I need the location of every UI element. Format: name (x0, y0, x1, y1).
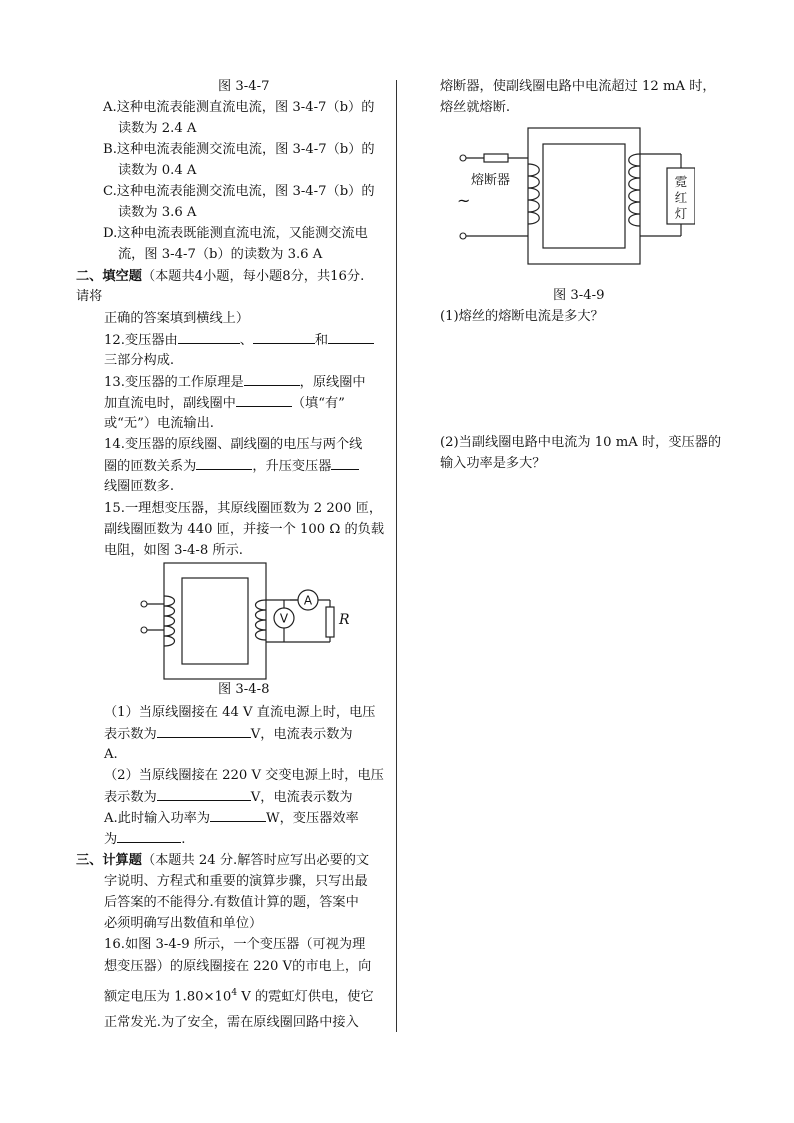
question-15-part2: （2）当原线圈接在 220 V 交变电源上时，电压 (104, 768, 384, 783)
fuse-label: 熔断器 (471, 173, 511, 188)
answer-blank[interactable] (244, 371, 300, 386)
lamp-label-char-2: 红 (674, 190, 688, 205)
option-c-line1: C.这种电流表能测交流电流，图 3-4-7（b）的 (103, 184, 375, 199)
answer-blank[interactable] (117, 828, 181, 843)
question-16-sub1: (1)熔丝的熔断电流是多大？ (440, 309, 604, 324)
answer-blank[interactable] (157, 786, 251, 801)
column-divider (396, 80, 397, 1032)
question-14: 14.变压器的原线圈、副线圈的电压与两个线 (104, 437, 363, 452)
fuse-icon (484, 154, 508, 162)
answer-blank[interactable] (331, 455, 359, 470)
section-2-title: 二、填空题 (76, 269, 142, 284)
answer-blank[interactable] (196, 455, 252, 470)
ac-source-symbol: ~ (457, 191, 471, 210)
terminal-icon (141, 627, 147, 633)
option-d-line1: D.这种电流表既能测直流电流，又能测交流电 (103, 226, 368, 241)
figure-caption-3-4-8: 图 3-4-8 (218, 682, 270, 697)
question-14-line3: 线圈匝数多. (104, 479, 175, 494)
option-a-line1: A.这种电流表能测直流电流，图 3-4-7（b）的 (103, 100, 375, 115)
question-15-part1-line3: A. (104, 747, 118, 762)
section-2-note-line3: 正确的答案填到横线上） (104, 311, 250, 326)
question-12-line2: 三部分构成. (104, 353, 175, 368)
option-d-line2: 流，图 3-4-7（b）的读数为 3.6 A (118, 247, 323, 262)
terminal-icon (460, 233, 466, 239)
question-16-sub2-line2: 输入功率是多大？ (440, 456, 546, 471)
section-3-header (76, 850, 369, 871)
answer-blank[interactable] (328, 329, 374, 344)
section-2-header (76, 266, 364, 287)
answer-blank[interactable] (178, 329, 240, 344)
answer-blank[interactable] (210, 807, 266, 822)
question-15-part2-line2: 表示数为 V，电流表示数为 (104, 786, 353, 808)
question-15-line3: 电阻，如图 3-4-8 所示. (104, 543, 243, 558)
lamp-label-char-3: 灯 (674, 206, 688, 221)
terminal-icon (460, 155, 466, 161)
section-2-note-line2: 请将 (76, 289, 103, 304)
voltmeter-label: V (279, 611, 289, 626)
question-16-line3: 额定电压为 $1.80\times 10^4$ V 的霓虹灯供电，使它 (104, 988, 374, 1005)
option-c-line2: 读数为 3.6 A (118, 205, 197, 220)
question-16-line4: 正常发光.为了安全，需在原线圈回路中接入 (104, 1015, 359, 1030)
question-16-sub2: (2)当副线圈电路中电流为 10 mA 时，变压器的 (440, 435, 722, 450)
question-15-part1-line2: 表示数为 V，电流表示数为 (104, 723, 353, 745)
answer-blank[interactable] (253, 329, 315, 344)
terminal-icon (141, 601, 147, 607)
ammeter-label: A (303, 593, 313, 608)
figure-3-4-9-neon-transformer-circuit (455, 126, 695, 268)
question-15: 15.一理想变压器，其原线圈匝数为 2 200 匝， (104, 501, 383, 516)
question-12: 12.变压器由 、 和 (104, 329, 374, 351)
question-14-line2: 圈的匝数关系为 ，升压变压器 (104, 455, 359, 477)
figure-3-4-8-transformer-circuit (140, 560, 360, 682)
question-15-part2-line3: A.此时输入功率为 W，变压器效率 (104, 807, 359, 829)
lamp-label-char-1: 霓 (674, 174, 688, 189)
section-3-note-line4: 必须明确写出数值和单位） (104, 916, 263, 931)
figure-caption-3-4-7: 图 3-4-7 (218, 79, 270, 94)
option-b-line1: B.这种电流表能测交流电流，图 3-4-7（b）的 (103, 142, 375, 157)
question-15-part2-line4: 为 . (104, 828, 185, 850)
question-13-line3: 或“无”）电流输出. (104, 416, 214, 431)
question-16-continued-line2: 熔丝就熔断. (440, 100, 511, 115)
figure-caption-3-4-9: 图 3-4-9 (553, 288, 605, 303)
question-16: 16.如图 3-4-9 所示，一个变压器（可视为理 (104, 937, 366, 952)
question-16-line2: 想变压器）的原线圈接在 220 V的市电上，向 (104, 959, 372, 974)
section-3-note: （本题共 24 分.解答时应写出必要的文 (141, 853, 370, 868)
answer-blank[interactable] (236, 392, 292, 407)
question-16-continued-line1: 熔断器，使副线圈电路中电流超过 12 mA 时， (440, 79, 716, 94)
question-13-line2: 加直流电时，副线圈中 （填“有” (104, 392, 345, 414)
section-3-note-line3: 后答案的不能得分.有数值计算的题，答案中 (104, 895, 359, 910)
option-a-line2: 读数为 2.4 A (118, 121, 197, 136)
section-3-title: 三、计算题 (76, 853, 142, 868)
answer-blank[interactable] (157, 723, 251, 738)
question-15-part1: （1）当原线圈接在 44 V 直流电源上时，电压 (104, 705, 376, 720)
section-3-note-line2: 字说明、方程式和重要的演算步骤，只写出最 (104, 874, 368, 889)
resistor-label: R (339, 612, 350, 628)
option-b-line2: 读数为 0.4 A (118, 163, 197, 178)
section-2-note: （本题共4小题，每小题8分，共16分. (141, 269, 365, 284)
question-15-line2: 副线圈匝数为 440 匝，并接一个 100 Ω 的负载 (104, 522, 385, 537)
question-13: 13.变压器的工作原理是 ，原线圈中 (104, 371, 366, 393)
